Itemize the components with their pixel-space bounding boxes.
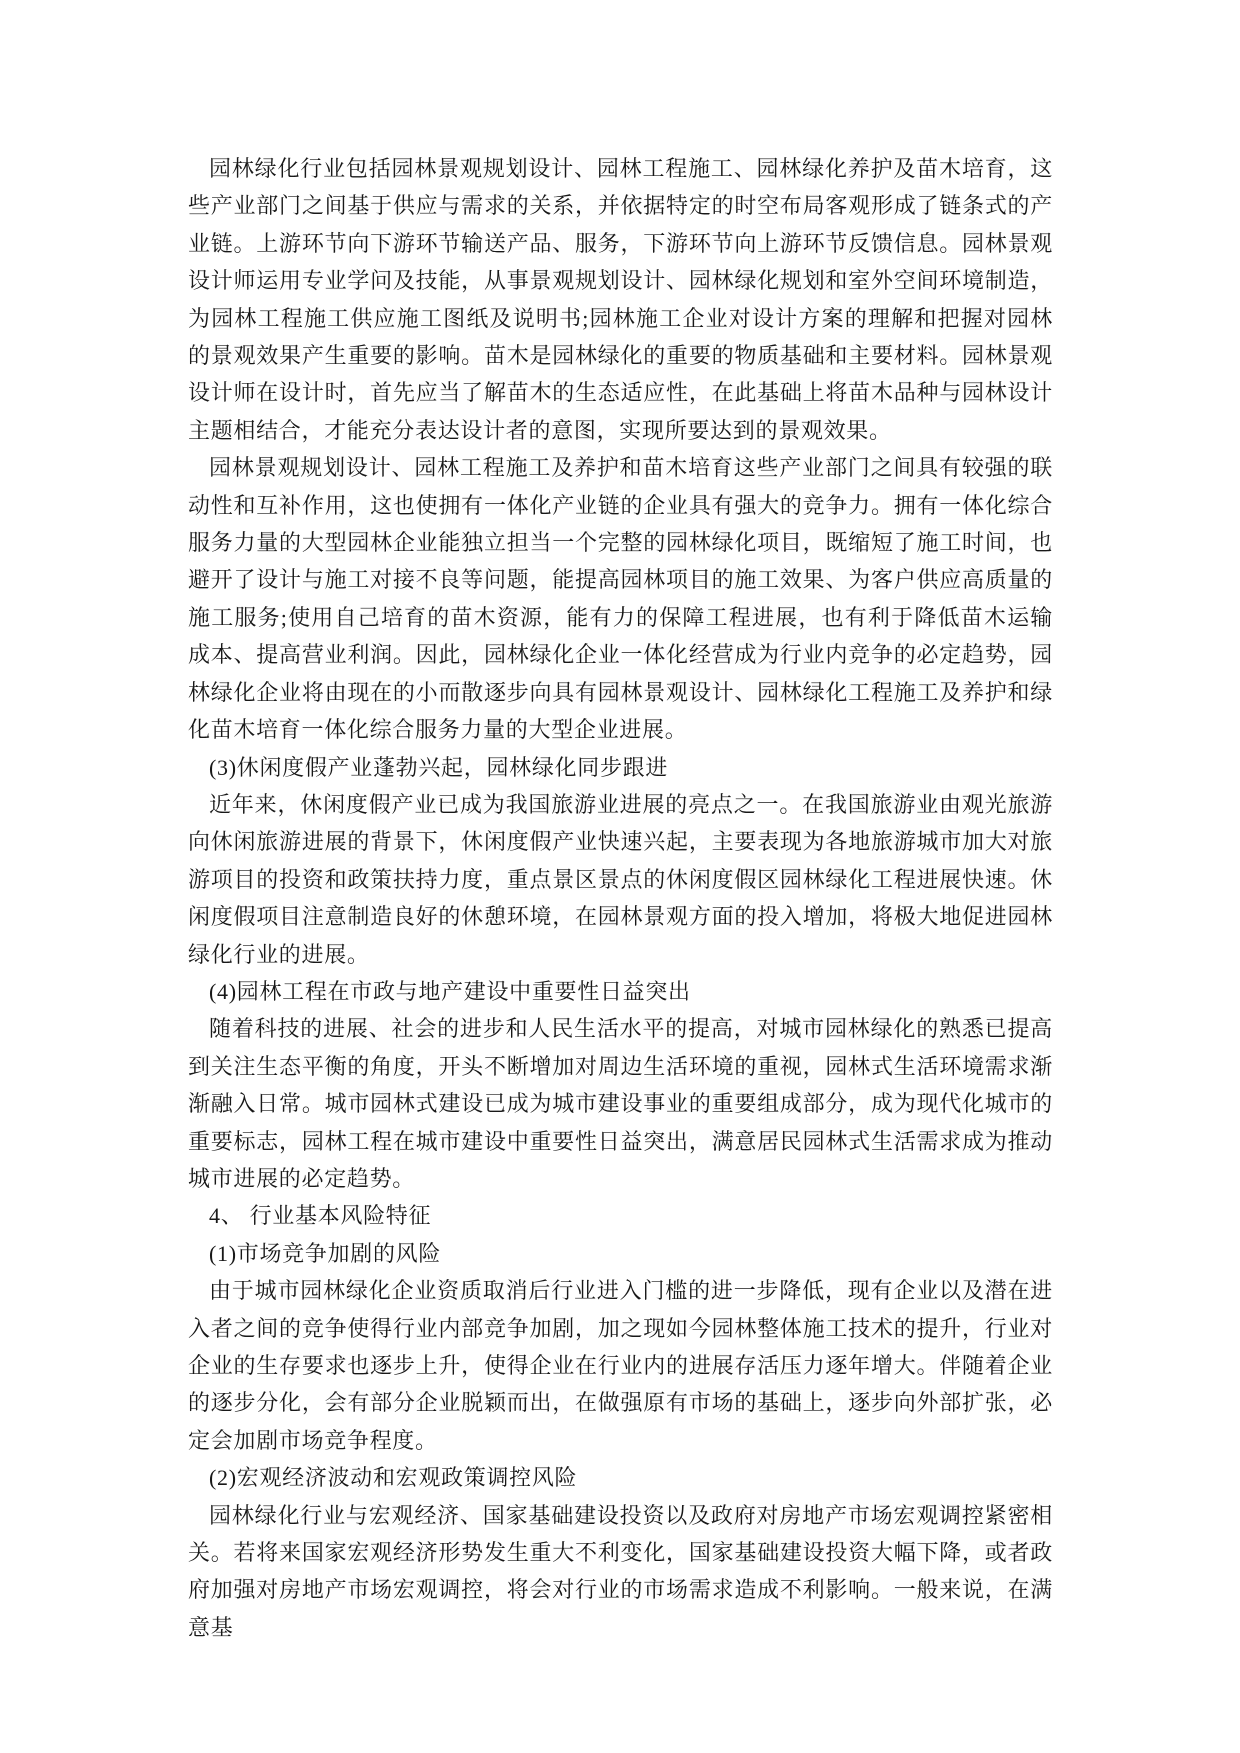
paragraph-macro-policy-detail: 园林绿化行业与宏观经济、国家基础建设投资以及政府对房地产市场宏观调控紧密相关。若将来国家宏观经济形势发生重大不利变化，国家基础建设投资大幅下降，或者政府加强对房地产市场宏观调控，将会对行业的市场需求造成不利影响。一般来说，在满意基 <box>188 1502 1053 1640</box>
subheading-1-market-competition-risk: (1)市场竞争加剧的风险 <box>209 1240 442 1266</box>
subheading-4-municipal-importance: (4)园林工程在市政与地产建设中重要性日益突出 <box>209 978 691 1004</box>
subheading-2-macro-policy-risk: (2)宏观经济波动和宏观政策调控风险 <box>209 1465 578 1491</box>
paragraph-market-competition-detail: 由于城市园林绿化企业资质取消后行业进入门槛的进一步降低，现有企业以及潜在进入者之间的竞争使得行业内部竞争加剧，加之现如今园林整体施工技术的提升，行业对企业的生存要求也逐步上升，使得企业在行业内的进展存活压力逐年增大。伴随着企业的逐步分化，会有部分企业脱颖而出，在做强原有市场的基础上，逐步向外部扩张，必定会加剧市场竞争程度。 <box>188 1278 1053 1453</box>
paragraph-integration-advantage: 园林景观规划设计、园林工程施工及养护和苗木培育这些产业部门之间具有较强的联动性和互补作用，这也使拥有一体化产业链的企业具有强大的竞争力。拥有一体化综合服务力量的大型园林企业能独立担当一个完整的园林绿化项目，既缩短了施工时间，也避开了设计与施工对接不良等问题，能提高园林项目的施工效果、为客户供应高质量的施工服务;使用自己培育的苗木资源，能有力的保障工程进展，也有利于降低苗木运输成本、提高营业利润。因此，园林绿化企业一体化经营成为行业内竞争的必定趋势，园林绿化企业将由现在的小而散逐步向具有园林景观设计、园林绿化工程施工及养护和绿化苗木培育一体化综合服务力量的大型企业进展。 <box>188 455 1053 743</box>
paragraph-municipal-importance-detail: 随着科技的进展、社会的进步和人民生活水平的提高，对城市园林绿化的熟悉已提高到关注生态平衡的角度，开头不断增加对周边生活环境的重视，园林式生活环境需求渐渐融入日常。城市园林式建设已成为城市建设事业的重要组成部分，成为现代化城市的重要标志，园林工程在城市建设中重要性日益突出，满意居民园林式生活需求成为推动城市进展的必定趋势。 <box>188 1016 1053 1191</box>
subheading-3-leisure-tourism: (3)休闲度假产业蓬勃兴起，园林绿化同步跟进 <box>209 754 669 780</box>
section-heading-4-risk-features: 4、 行业基本风险特征 <box>209 1203 432 1229</box>
paragraph-industry-chain: 园林绿化行业包括园林景观规划设计、园林工程施工、园林绿化养护及苗木培育，这些产业部门之间基于供应与需求的关系，并依据特定的时空布局客观形成了链条式的产业链。上游环节向下游环节输送产品、服务，下游环节向上游环节反馈信息。园林景观设计师运用专业学问及技能，从事景观规划设计、园林绿化规划和室外空间环境制造，为园林工程施工供应施工图纸及说明书;园林施工企业对设计方案的理解和把握对园林的景观效果产生重要的影响。苗木是园林绿化的重要的物质基础和主要材料。园林景观设计师在设计时，首先应当了解苗木的生态适应性，在此基础上将苗木品种与园林设计主题相结合，才能充分表达设计者的意图，实现所要达到的景观效果。 <box>188 156 1053 443</box>
paragraph-leisure-tourism-detail: 近年来，休闲度假产业已成为我国旅游业进展的亮点之一。在我国旅游业由观光旅游向休闲旅游进展的背景下，休闲度假产业快速兴起，主要表现为各地旅游城市加大对旅游项目的投资和政策扶持力度，重点景区景点的休闲度假区园林绿化工程进展快速。休闲度假项目注意制造良好的休憩环境，在园林景观方面的投入增加，将极大地促进园林绿化行业的进展。 <box>188 791 1053 967</box>
